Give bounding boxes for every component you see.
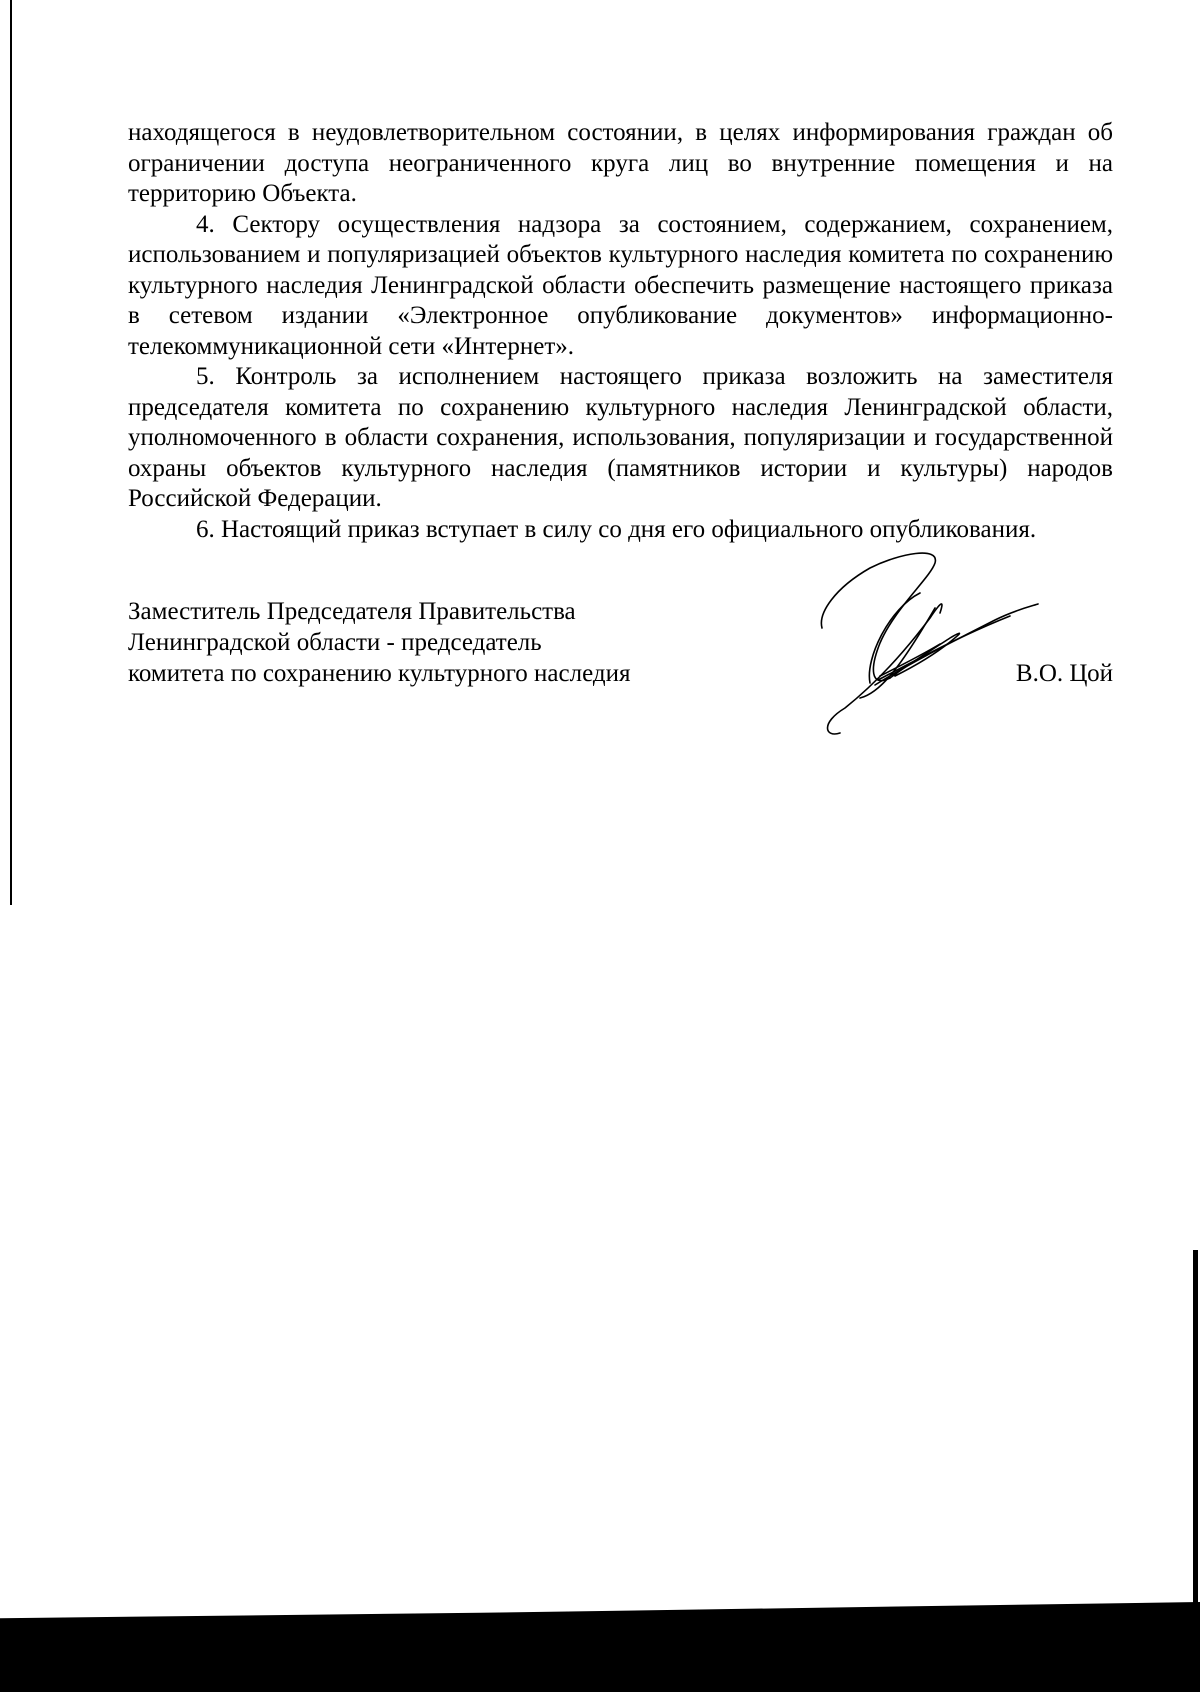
scan-left-edge (10, 0, 12, 905)
signer-title (128, 596, 630, 689)
signer-title-line: Ленинградской области - председатель (128, 629, 542, 656)
paragraph-item-5: 5. Контроль за исполнением настоящего приказа возложить на заместителя председателя комитета по сохранению культурного наследия Ленинградской области, уполномоченного в области сохранения, использования, популяризации и государственной охраны объектов культурного наследия (памятников истории и культуры) народов Российской Федерации. (128, 363, 1113, 512)
paragraph-item-6: 6. Настоящий приказ вступает в силу со дня его официального опубликования. (196, 515, 1037, 543)
paragraph-item-4: 4. Сектору осуществления надзора за состоянием, содержанием, сохранением, использованием и популяризацией объектов культурного наследия комитета по сохранению культурного наследия Ленинградской области обеспечить размещение настоящего приказа в сетевом издании «Электронное опубликование документов» информационно-телекоммуникационной сети «Интернет». (128, 210, 1113, 360)
paragraph-continuation: находящегося в неудовлетворительном состоянии, в целях информирования граждан об ограничении доступа неограниченного круга лиц во внутренние помещения и на территорию Объекта. (128, 119, 1113, 207)
scan-bottom-shadow (0, 1602, 1200, 1692)
handwritten-signature-icon (800, 548, 1050, 748)
signer-name: В.О. Цой (1015, 660, 1113, 687)
signer-title-line: Заместитель Председателя Правительства (128, 598, 576, 625)
signer-title-line: комитета по сохранению культурного наследия (128, 660, 631, 687)
document-body (128, 118, 1113, 545)
